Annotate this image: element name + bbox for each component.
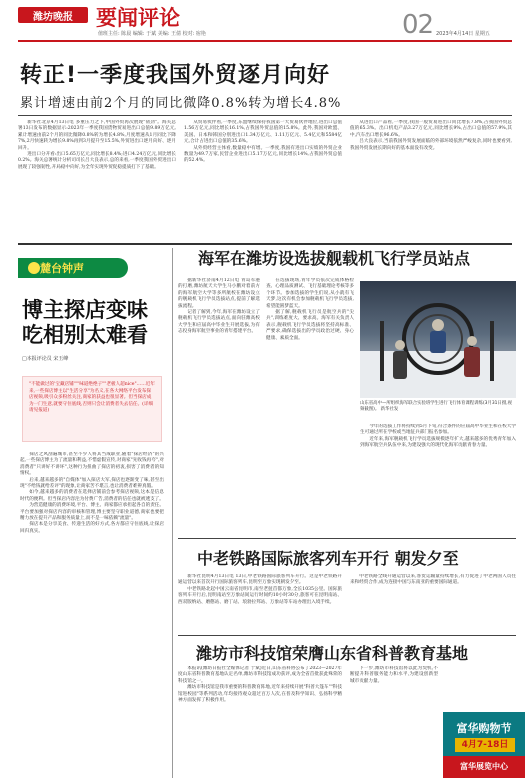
training-photo-illustration [360,281,516,398]
rail-headline: 中老铁路国际旅客列车开行 朝发夕至 [197,549,459,568]
lead-paragraph: 进出口分开看:出口5.65万亿元,同比增长8.4%;进口4.24万亿元,同比增长0.2%。海关总署统计分析司司长吕大良表示,总的来看,一季度我国外贸进出口展现了较强韧性,开局稳中向好,为全年实现外贸促稳提质打下了基础。 [18,152,176,170]
page-number: 02 [402,10,434,40]
column-paragraph: 探店之风刮遍城市,甚至不少人将其当成职业,随着"探店经济"的兴起,一些探店博主为了流量和利益,不惜虚假宣传,对商家"先收钱再夸",对消费者"只讲好不讲坏",这种行为扭曲了探店的初衷,损害了消费者的知情权。 [20,452,164,477]
ad-date: 4月7-18日 [455,738,515,752]
lead-paragraph: 从贸易伙伴看,一季度,东盟继续保持我国第一大贸易伙伴地位,进出口总值1.56万亿元,同比增长16.1%,占我国外贸总值的15.8%。此外,我国对欧盟、美国、日本和韩国分别进出口1.34万亿元、1.11万亿元、5.4亿元和5584亿元,合计占进出口总值的35.6%。 [184,120,342,145]
lead-headline: 转正!一季度我国外贸逐月向好 [20,63,331,88]
column-headline-line: 吃相别太难看 [22,323,148,347]
column-body [20,452,164,774]
rail-column-1 [178,574,342,632]
naval-column-2 [266,278,354,534]
lead-subheadline: 累计增速由前2个月的同比微降0.8%转为增长4.8% [20,96,342,111]
naval-paragraph: 今年的选拔工作将持续到5月下旬,符合条件的应届高中毕业生和在校大学生可通过所在学校或当地征兵部门报名参加。 [360,424,516,436]
rail-paragraph: 中老铁路全线开通运营以来,客货运输量持续增长,有力促进了中老两国人员往来和经贸合作,成为连接中国与东南亚的重要国际通道。 [350,574,516,586]
staff-credits: 值班主任: 陈晨 编辑: 于斌 美编: 王倩 校对: 宿艳 [98,31,206,37]
lead-column-1 [18,120,176,238]
column-headline-line: 博主探店变味 [22,298,148,322]
lead-paragraph: 从进出口产品看,一季度,我国一般贸易进出口同比增长7.8%,占我国外贸总值的65.3%。出口机电产品3.27万亿元,同比增长9%,占出口总值的57.9%,其中,汽车出口增长96.6%。 [350,120,512,138]
section-divider [18,243,512,245]
lead-paragraph: 从外贸经营主体看,数量稳中有增。一季度,我国有进出口实绩的外贸企业数量为49.7万家,民营企业进出口5.17万亿元,同比增长14%,占我国外贸总值的52.4%。 [184,145,342,164]
photo-caption: 山东省高中—所组织海军联合实验班学生进行飞行体育课程训练(3月31日摄,视频截图)。 新华社发 [360,401,512,412]
header-rule [18,40,512,42]
naval-paragraph: 据新华社济南4月12日电 青岛军港的打磨,潍坊航天大学生马小鹏对着前方的海军航空大学等多所航校在潍坊设立的舰载机飞行学员选拔站点,提前了解选拔流程。 [178,278,260,309]
column-paragraph: 探店本是分享美食、传递生活的好方式,各方都应守住底线,让探店回归真实。 [20,522,164,534]
weifang-paragraph: 潍坊市科技馆是我市重要的科普教育阵地,近年来持续开展"科普大篷车""科技馆进校园"等系列活动,年均接待观众超过百万人次,在普及科学知识、弘扬科学精神方面发挥了积极作用。 [178,685,342,704]
masthead [0,0,530,40]
issue-date: 2023年4月14日 星期五 [436,31,490,37]
naval-paragraph: 记者了解到,今年,海军在潍坊设立了舰载机飞行学员选拔站点,面向驻潍高校大学生和应届高中毕业生开展选拔,为有志投身海军航空事业的青年搭建平台。 [178,310,260,335]
column-byline: □本报评论员 宋玉峰 [22,356,69,362]
weifang-headline: 潍坊市科技馆荣膺山东省科普教育基地 [196,644,469,663]
column-paragraph: 如今,越来越多的消费者在选择店铺前会参考探店视频,这本是信息时代的便利。但当探店内容沦为付费广告,消费者的信任也就被透支了。 [20,490,164,502]
column-paragraph: 后来,越来越多的"自媒体"加入探店大军,探店也逐渐变了味,甚至出现"不给钱就给差评"的现象,让商家苦不堪言,也让消费者难辨真假。 [20,477,164,490]
bell-icon [28,262,40,274]
rail-paragraph: 中老铁路北起中国云南省昆明市,南至老挝首都万象,全长1035公里。国际旅客列车开行后,昆明南站至万象站间运行时间约10小时30分,旅客可在昆明南站、西双版纳站、磨憨站、磨丁站、琅勃拉邦站、万象站等车站办理出入境手续。 [178,586,342,605]
lead-column-3 [350,120,512,238]
weifang-column-2 [350,666,438,776]
weifang-paragraph: 下一步,潍坊市科技馆将以此为契机,不断提升科普服务能力和水平,为建设创新型城市贡献力量。 [350,666,438,684]
column-paragraph: 为营造健康的消费环境,平台、博主、商家都应承担起各自的责任。平台要加强对探店内容的审核和管理,博主要坚守职业道德,商家也要把精力放在提升产品和服务质量上,而不是一味依赖"流量"。 [20,503,164,522]
column-headline [22,298,148,348]
newspaper-logo: 潍坊晚报 [18,7,88,23]
story-divider [178,538,516,539]
ad-venue: 富华展览中心 [443,756,525,778]
column-banner-label: 麓台钟声 [40,262,84,275]
lead-rule [18,115,512,116]
naval-paragraph: 在选拔现场,青年学员依次完成体格检查、心理品质测试、飞行基础理论考核等多个环节。参加选拔的学生们说,从小就有飞天梦,这次有机会参加舰载机飞行学员选拔,希望能圆梦蓝天。 [266,278,354,309]
column-divider [172,248,173,778]
weifang-column-1 [178,666,342,776]
rail-paragraph: 新华社昆明4月13日电 13日,中老铁路国际旅客列车开行。这是中老铁路开通运营以来首次开行国际旅客列车,昆明至万象实现朝发夕至。 [178,574,342,586]
shopping-festival-ad[interactable] [443,712,525,778]
pull-quote [22,376,162,442]
naval-column-1 [178,278,260,534]
naval-headline: 海军在潍坊设选拔舰载机飞行学员站点 [198,249,471,268]
section-title: 要闻评论 [96,6,180,30]
ad-title: 富华购物节 [456,722,512,735]
naval-paragraph: 近年来,海军舰载机飞行学员选拔规模逐年扩大,越来越多的优秀青年加入到海军航空兵队伍中来,为建设强大的现代化海军贡献青春力量。 [360,436,516,449]
weifang-paragraph: 本报讯(潍坊日报社全媒体记者 于斌)近日,山东省科协公布了2023—2027年度山东省科普教育基地认定名单,潍坊市科技馆成功获评,成为全省首批获此殊荣的科技馆之一。 [178,666,342,684]
pull-quote-text: "不能做过的'宝藏店铺'""味道绝绝子""老板人超nice"……近年来,一些探店博主以"生活分享"为名义,在各大网络平台发布探店视频,吸引众多粉丝关注,商家的获益也很显著。但当探店成为一门生意,就要守住底线,否则只会让消费者失去信任。(详细请见报道) [29,382,155,414]
lead-paragraph: 吕大良表示,当前我国外贸发展面临的外部环境依然严峻复杂,同时也要看到,我国外贸发展长期向好的基本面没有改变。 [350,139,512,151]
naval-paragraph: 据了解,舰载机飞行员是航空兵的"尖兵",训练难度大、要求高。海军有关负责人表示,舰载机飞行学员选拔将坚持高标准、严要求,确保选拔出的学员政治过硬、身心健康、素质全面。 [266,310,354,341]
rail-column-2 [350,574,516,632]
naval-column-3 [360,424,516,534]
lead-column-2 [184,120,342,238]
column-banner [18,258,128,278]
story-divider [178,635,516,636]
lead-paragraph: 新华社北京4月13日电 多重压力之下,中国外贸再次展现"韧劲"。海关总署13日发布的数据显示:2023年一季度我国货物贸易进出口总值9.89万亿元,累计增速由前2个月的同比微降0.8%转为增长4.8%,月度增速从1月同比下降7%,2月快速转为增长9.8%再到3月提升至15.5%,外贸进出口逐月向好、逐月回升。 [18,120,176,151]
training-photo [360,281,516,398]
